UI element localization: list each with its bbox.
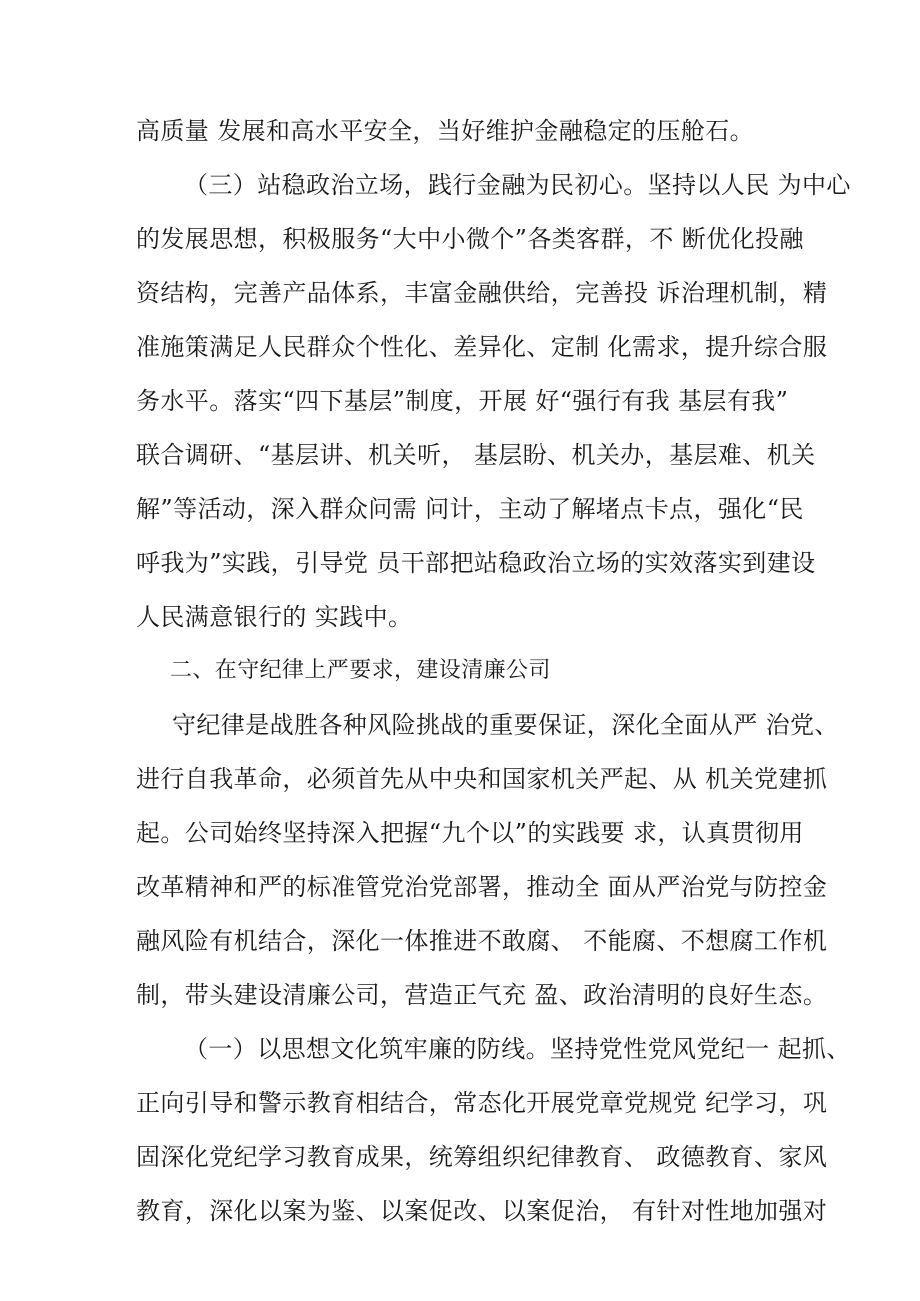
text-line: 准施策满足人民群众个性化、差异化、定制 化需求，提升综合服 [136,333,828,361]
paragraph-heading: （一）以思想文化筑牢廉的防线。坚持党性党风党纪一 起抓、 [184,1035,851,1063]
text-line: 人民满意银行的 实践中。 [136,603,413,631]
text-line: 高质量 发展和高水平安全，当好维护金融稳定的压舱石。 [136,117,755,145]
paragraph-heading: （三）站稳政治立场，践行金融为民初心。坚持以人民 为中心 [184,171,851,199]
text-line: 固深化党纪学习教育成果，统筹组织纪律教育、 政德教育、家风 [136,1143,828,1171]
text-line: 融风险有机结合，深化一体推进不敢腐、 不能腐、不想腐工作机 [136,927,828,955]
text-line: 正向引导和警示教育相结合，常态化开展党章党规党 纪学习，巩 [136,1089,828,1117]
text-line: 呼我为”实践，引导党 员干部把站稳政治立场的实效落实到建设 [136,549,816,577]
paragraph-start: 守纪律是战胜各种风险挑战的重要保证，深化全面从严 治党、 [172,711,839,739]
text-line: 制，带头建设清廉公司，营造正气充 盈、政治清明的良好生态。 [136,981,828,1009]
text-line: 资结构，完善产品体系，丰富金融供给，完善投 诉治理机制，精 [136,279,828,307]
text-line: 联合调研、“基层讲、机关听， 基层盼、机关办，基层难、机关 [136,441,816,469]
text-line: 务水平。落实“四下基层”制度，开展 好“强行有我 基层有我” [136,387,789,415]
text-line: 教育，深化以案为鉴、以案促改、以案促治， 有针对性地加强对 [136,1197,828,1225]
section-heading: 二、在守纪律上严要求，建设清廉公司 [170,658,551,683]
text-line: 改革精神和严的标准管党治党部署，推动全 面从严治党与防控金 [136,873,828,901]
text-line: 的发展思想，积极服务“大中小微个”各类客群，不 断优化投融 [136,225,804,253]
text-line: 进行自我革命，必须首先从中央和国家机关严起、从 机关党建抓 [136,765,828,793]
text-line: 解”等活动，深入群众问需 问计，主动了解堵点卡点，强化“民 [136,495,804,523]
text-line: 起。公司始终坚持深入把握“九个以”的实践要 求，认真贯彻用 [136,819,804,847]
